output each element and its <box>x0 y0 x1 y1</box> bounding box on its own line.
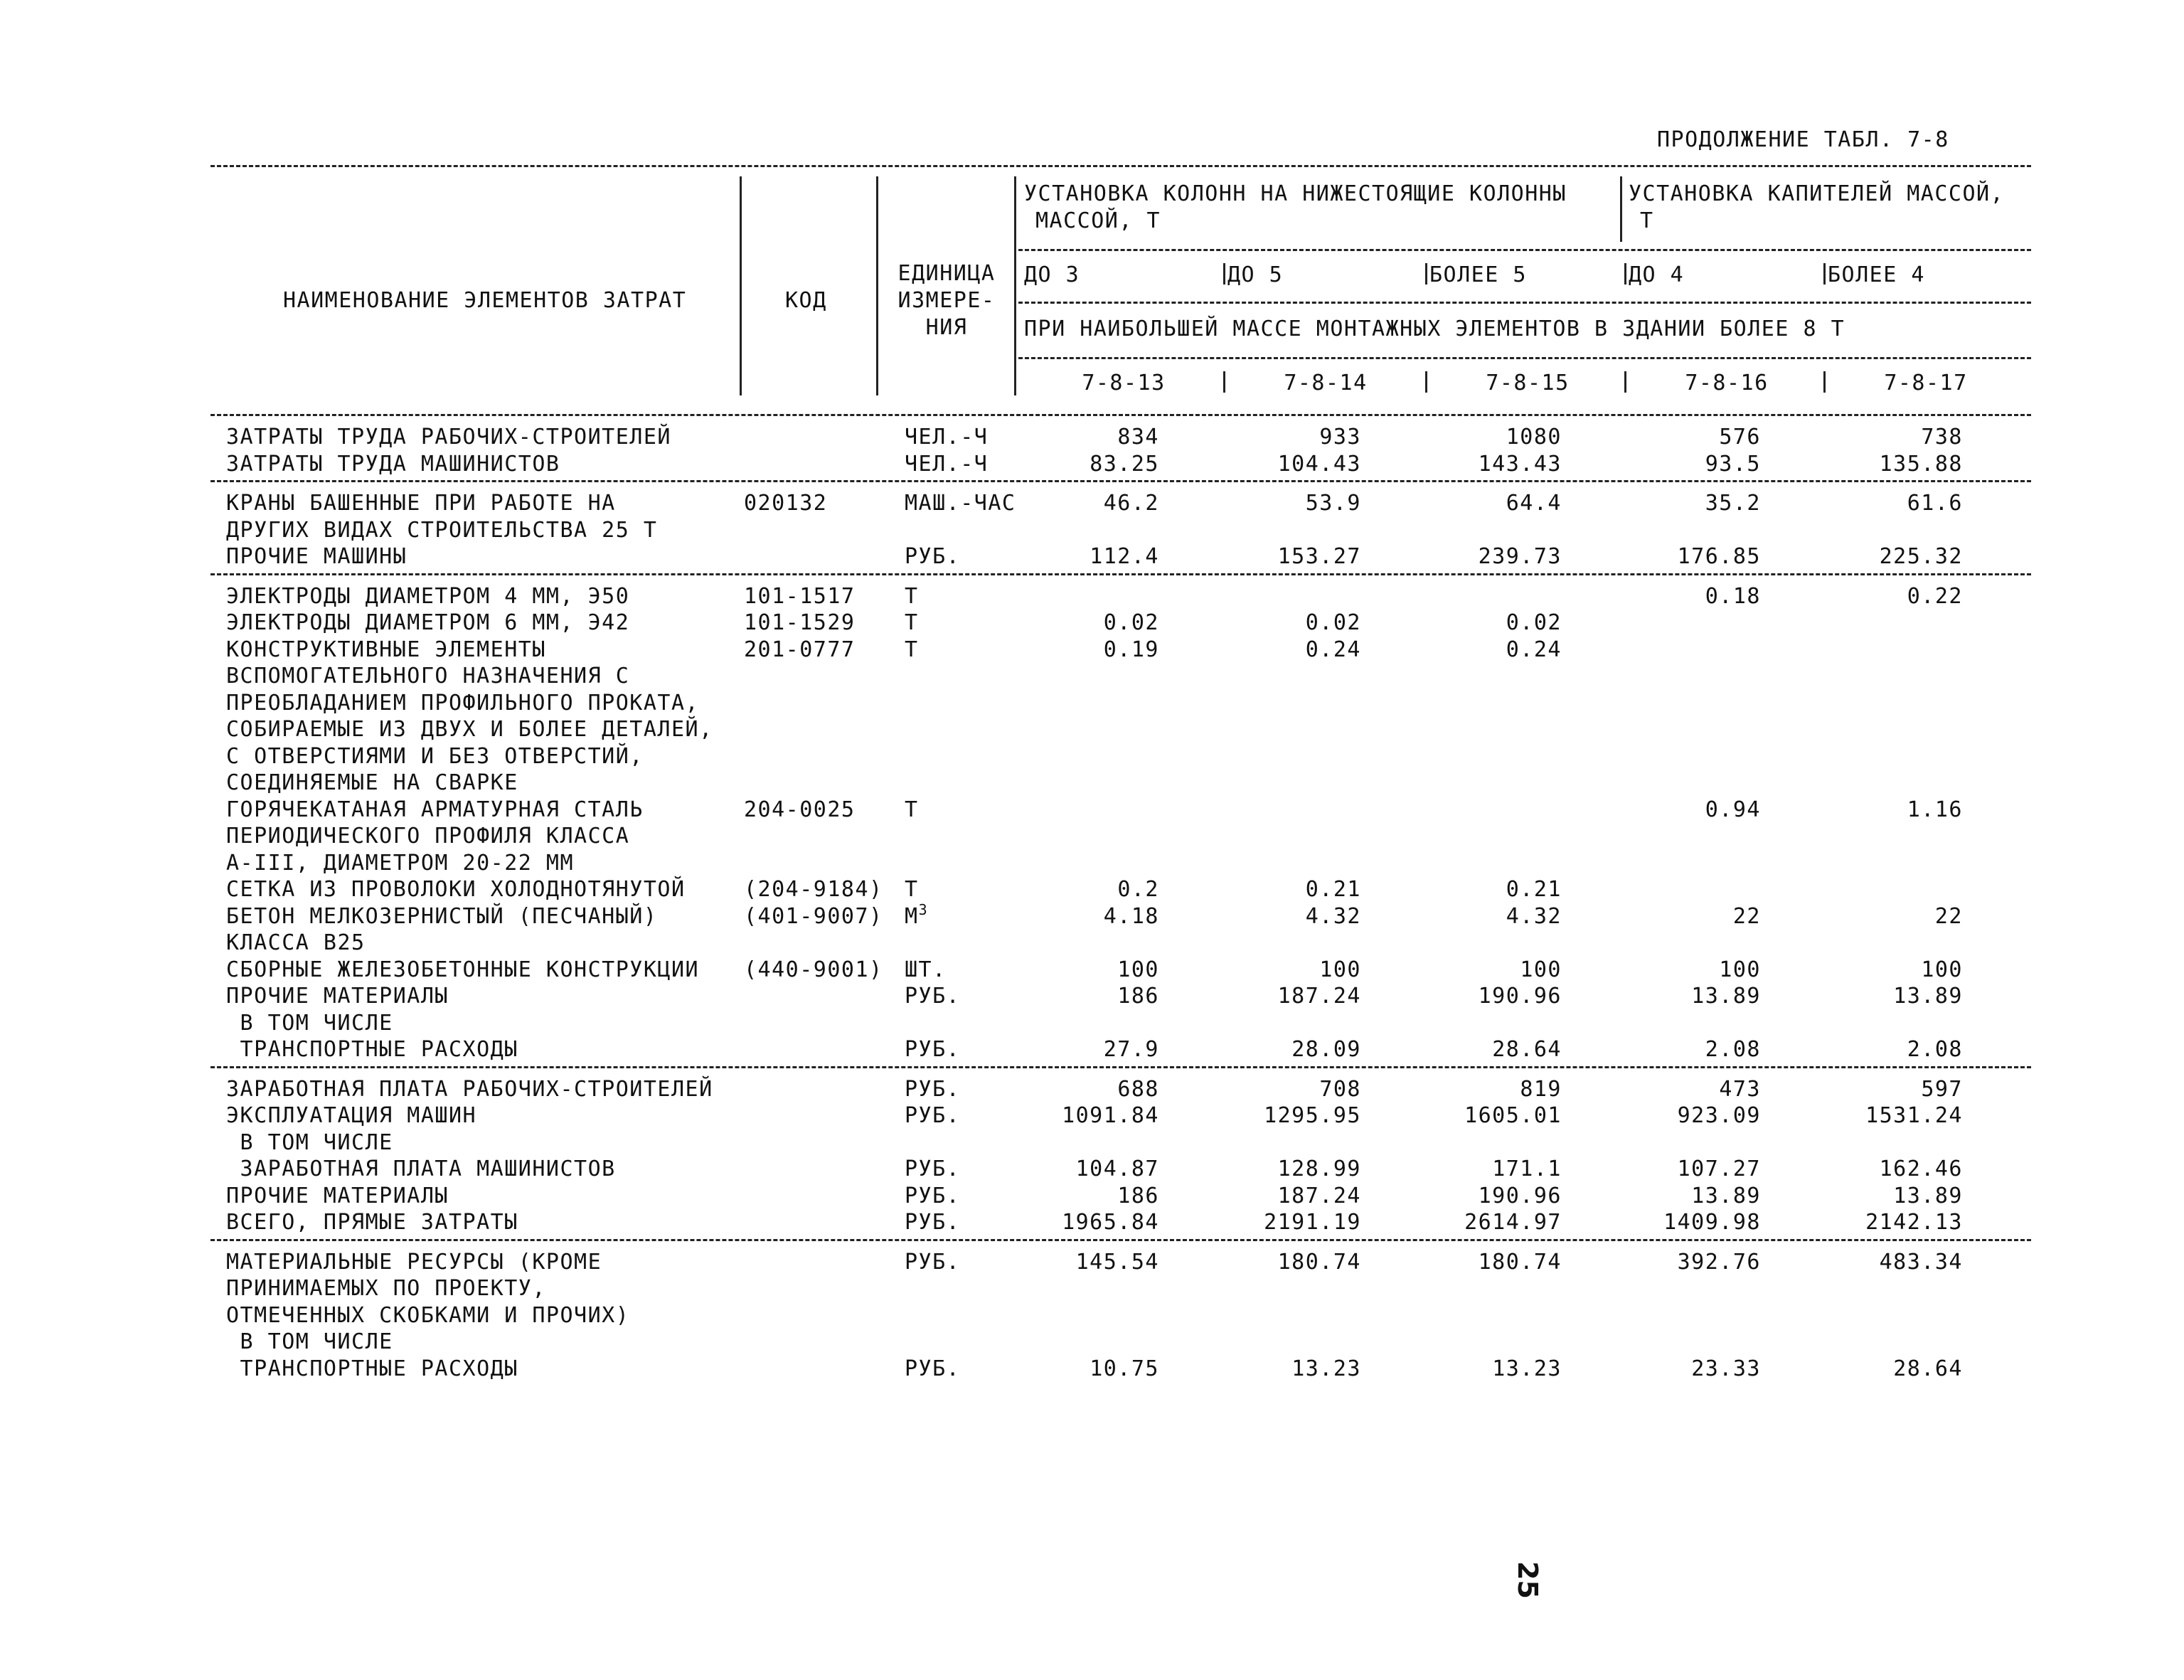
section-rule <box>211 414 2031 416</box>
row-name: ГОРЯЧЕКАТАНАЯ АРМАТУРНАЯ СТАЛЬ <box>226 797 644 822</box>
row-value-1: 100 <box>1117 957 1159 982</box>
row-value-3: 171.1 <box>1492 1157 1562 1181</box>
row-value-4: 1409.98 <box>1663 1210 1761 1235</box>
row-name: ПЕРИОДИЧЕСКОГО ПРОФИЛЯ КЛАССА <box>226 824 630 849</box>
row-value-3: 100 <box>1520 957 1562 982</box>
header-code-3: 7-8-15 <box>1486 371 1570 395</box>
row-value-3: 0.02 <box>1506 610 1562 635</box>
row-value-1: 46.2 <box>1103 491 1159 516</box>
row-value-5: 2.08 <box>1907 1037 1963 1062</box>
row-value-1: 145.54 <box>1075 1249 1159 1275</box>
row-value-5: 1.16 <box>1907 797 1963 822</box>
section-rule <box>211 1066 2031 1068</box>
row-value-4: 107.27 <box>1677 1157 1761 1181</box>
row-value-5: 61.6 <box>1907 491 1963 516</box>
row-value-3: 180.74 <box>1478 1249 1562 1275</box>
row-name: ДРУГИХ ВИДАХ СТРОИТЕЛЬСТВА 25 Т <box>226 517 658 543</box>
row-value-1: 688 <box>1117 1076 1159 1102</box>
row-name: ПРЕОБЛАДАНИЕМ ПРОФИЛЬНОГО ПРОКАТА, <box>226 690 700 716</box>
row-unit: ЧЕЛ.-Ч <box>905 425 989 450</box>
row-name: В ТОМ ЧИСЛЕ <box>226 1329 393 1354</box>
row-unit: $М^3$ <box>905 900 929 929</box>
row-value-1: 4.18 <box>1103 903 1159 929</box>
row-unit: Т <box>905 877 919 902</box>
row-code: (204-9184) <box>744 877 883 902</box>
row-name: В ТОМ ЧИСЛЕ <box>226 1010 393 1036</box>
row-value-5: 22 <box>1934 903 1963 929</box>
row-name: ПРИНИМАЕМЫХ ПО ПРОЕКТУ, <box>226 1276 546 1301</box>
table-continuation-title: ПРОДОЛЖЕНИЕ ТАБЛ. 7-8 <box>1657 127 1949 152</box>
header-code-column: КОД <box>785 288 827 313</box>
row-value-2: 128.99 <box>1277 1157 1361 1181</box>
row-name: ЗАРАБОТНАЯ ПЛАТА РАБОЧИХ-СТРОИТЕЛЕЙ <box>226 1076 713 1102</box>
header-rule-3 <box>1018 357 2031 359</box>
header-sub-divider-3 <box>1624 263 1626 285</box>
row-name: ЭЛЕКТРОДЫ ДИАМЕТРОМ 6 ММ, Э42 <box>226 610 630 635</box>
row-value-2: 933 <box>1319 425 1361 450</box>
row-value-2: 13.23 <box>1291 1356 1361 1381</box>
row-value-2: 2191.19 <box>1264 1210 1361 1235</box>
row-name: БЕТОН МЕЛКОЗЕРНИСТЫЙ (ПЕСЧАНЫЙ) <box>226 903 658 929</box>
row-name: С ОТВЕРСТИЯМИ И БЕЗ ОТВЕРСТИЙ, <box>226 743 644 769</box>
row-value-2: 100 <box>1319 957 1361 982</box>
row-unit: РУБ. <box>905 1183 961 1208</box>
row-value-4: 100 <box>1719 957 1761 982</box>
row-value-1: 10.75 <box>1090 1356 1159 1381</box>
row-value-1: 83.25 <box>1090 451 1159 477</box>
header-unit-line-3: НИЯ <box>925 315 968 340</box>
row-unit: РУБ. <box>905 1037 961 1062</box>
header-unit-line-1: ЕДИНИЦА <box>897 261 996 286</box>
row-value-3: 1080 <box>1506 425 1562 450</box>
row-name: А-III, ДИАМЕТРОМ 20-22 ММ <box>226 850 575 876</box>
row-name: ПРОЧИЕ МАШИНЫ <box>226 544 407 569</box>
row-value-1: 27.9 <box>1103 1037 1159 1062</box>
row-unit: РУБ. <box>905 1356 961 1381</box>
row-value-3: 0.24 <box>1506 637 1562 662</box>
row-value-3: 4.32 <box>1506 903 1562 929</box>
row-value-2: 28.09 <box>1291 1037 1361 1062</box>
row-value-5: 1531.24 <box>1865 1103 1963 1128</box>
header-divider-group <box>1620 176 1622 242</box>
row-value-4: 392.76 <box>1677 1249 1761 1275</box>
row-value-2: 1295.95 <box>1264 1103 1361 1128</box>
header-rule-2 <box>1018 302 2031 304</box>
row-name: В ТОМ ЧИСЛЕ <box>226 1129 393 1155</box>
row-name: СБОРНЫЕ ЖЕЛЕЗОБЕТОННЫЕ КОНСТРУКЦИИ <box>226 957 700 982</box>
header-group1-line-1: УСТАНОВКА КОЛОНН НА НИЖЕСТОЯЩИЕ КОЛОННЫ <box>1024 181 1567 206</box>
row-value-4: 35.2 <box>1705 491 1761 516</box>
row-value-4: 176.85 <box>1677 544 1761 569</box>
header-code-divider-1 <box>1223 371 1225 393</box>
row-value-2: 53.9 <box>1305 491 1361 516</box>
row-unit: ЧЕЛ.-Ч <box>905 451 989 477</box>
row-value-3: 64.4 <box>1506 491 1562 516</box>
header-sub-3: БОЛЕЕ 5 <box>1429 262 1527 287</box>
row-name: ОТМЕЧЕННЫХ СКОБКАМИ И ПРОЧИХ) <box>226 1302 630 1328</box>
row-name: ТРАНСПОРТНЫЕ РАСХОДЫ <box>226 1356 518 1381</box>
row-value-3: 239.73 <box>1478 544 1562 569</box>
header-code-divider-2 <box>1425 371 1427 393</box>
section-rule <box>211 480 2031 482</box>
row-value-4: 0.94 <box>1705 797 1761 822</box>
row-name: КЛАССА В25 <box>226 930 366 955</box>
row-value-1: 186 <box>1117 1183 1159 1208</box>
header-divider-unit <box>1014 176 1016 395</box>
row-code: 020132 <box>744 491 828 516</box>
row-value-5: 28.64 <box>1893 1356 1963 1381</box>
header-sub-divider-4 <box>1823 263 1826 285</box>
row-unit: РУБ. <box>905 544 961 569</box>
header-sub-divider-2 <box>1425 263 1427 285</box>
row-unit: ШТ. <box>905 957 947 982</box>
row-value-2: 104.43 <box>1277 451 1361 477</box>
row-value-5: 2142.13 <box>1865 1210 1963 1235</box>
header-unit-line-2: ИЗМЕРЕ- <box>897 288 996 313</box>
row-name: ПРОЧИЕ МАТЕРИАЛЫ <box>226 984 449 1009</box>
row-unit: РУБ. <box>905 1210 961 1235</box>
row-unit: Т <box>905 637 919 662</box>
row-value-1: 0.19 <box>1103 637 1159 662</box>
row-value-5: 135.88 <box>1879 451 1963 477</box>
row-value-1: 1091.84 <box>1062 1103 1159 1128</box>
header-sub-4: ДО 4 <box>1629 262 1685 287</box>
header-code-1: 7-8-13 <box>1082 371 1166 395</box>
header-top-rule <box>211 165 2031 167</box>
header-name-column: НАИМЕНОВАНИЕ ЭЛЕМЕНТОВ ЗАТРАТ <box>283 288 687 313</box>
row-value-2: 0.02 <box>1305 610 1361 635</box>
header-code-4: 7-8-16 <box>1685 371 1769 395</box>
row-value-2: 708 <box>1319 1076 1361 1102</box>
page-number: 25 <box>1512 1561 1543 1599</box>
header-code-5: 7-8-17 <box>1884 371 1968 395</box>
row-name: ТРАНСПОРТНЫЕ РАСХОДЫ <box>226 1037 518 1062</box>
row-value-1: 1965.84 <box>1062 1210 1159 1235</box>
row-unit: РУБ. <box>905 984 961 1009</box>
row-name: КОНСТРУКТИВНЫЕ ЭЛЕМЕНТЫ <box>226 637 546 662</box>
row-unit: РУБ. <box>905 1076 961 1102</box>
row-value-1: 834 <box>1117 425 1159 450</box>
row-value-2: 4.32 <box>1305 903 1361 929</box>
row-value-1: 0.2 <box>1117 877 1159 902</box>
row-value-5: 225.32 <box>1879 544 1963 569</box>
header-divider-name <box>740 176 742 395</box>
row-value-2: 0.24 <box>1305 637 1361 662</box>
row-value-2: 187.24 <box>1277 1183 1361 1208</box>
row-value-1: 104.87 <box>1075 1157 1159 1181</box>
header-sub-2: ДО 5 <box>1227 262 1284 287</box>
row-value-4: 923.09 <box>1677 1103 1761 1128</box>
row-name: СЕТКА ИЗ ПРОВОЛОКИ ХОЛОДНОТЯНУТОЙ <box>226 877 686 902</box>
header-rule-1 <box>1018 249 2031 251</box>
row-value-3: 1605.01 <box>1464 1103 1562 1128</box>
row-name: ЭЛЕКТРОДЫ ДИАМЕТРОМ 4 ММ, Э50 <box>226 583 630 609</box>
row-code: 101-1529 <box>744 610 856 635</box>
row-value-2: 0.21 <box>1305 877 1361 902</box>
row-value-5: 162.46 <box>1879 1157 1963 1181</box>
row-unit: РУБ. <box>905 1157 961 1181</box>
row-unit: Т <box>905 797 919 822</box>
row-value-3: 2614.97 <box>1464 1210 1562 1235</box>
header-code-2: 7-8-14 <box>1284 371 1368 395</box>
section-rule <box>211 573 2031 575</box>
row-unit: МАШ.-ЧАС <box>905 491 1016 516</box>
row-name: ЭКСПЛУАТАЦИЯ МАШИН <box>226 1103 477 1128</box>
header-group1-line-2: МАССОЙ, Т <box>1035 208 1161 233</box>
row-value-5: 483.34 <box>1879 1249 1963 1275</box>
row-value-4: 13.89 <box>1691 1183 1761 1208</box>
row-value-3: 13.23 <box>1492 1356 1562 1381</box>
header-note: ПРИ НАИБОЛЬШЕЙ МАССЕ МОНТАЖНЫХ ЭЛЕМЕНТОВ В ЗДАНИИ БОЛЕЕ 8 Т <box>1024 317 1845 341</box>
header-code-divider-4 <box>1823 371 1826 393</box>
row-value-2: 187.24 <box>1277 984 1361 1009</box>
row-value-3: 190.96 <box>1478 1183 1562 1208</box>
row-code: 204-0025 <box>744 797 856 822</box>
row-value-4: 93.5 <box>1705 451 1761 477</box>
header-divider-code <box>876 176 878 395</box>
row-name: МАТЕРИАЛЬНЫЕ РЕСУРСЫ (КРОМЕ <box>226 1249 602 1275</box>
row-value-4: 576 <box>1719 425 1761 450</box>
header-code-divider-3 <box>1624 371 1626 393</box>
row-name: ПРОЧИЕ МАТЕРИАЛЫ <box>226 1183 449 1208</box>
row-value-4: 13.89 <box>1691 984 1761 1009</box>
row-unit: Т <box>905 583 919 609</box>
row-value-4: 2.08 <box>1705 1037 1761 1062</box>
row-name: ВСПОМОГАТЕЛЬНОГО НАЗНАЧЕНИЯ С <box>226 664 630 689</box>
row-value-1: 0.02 <box>1103 610 1159 635</box>
row-value-5: 13.89 <box>1893 1183 1963 1208</box>
row-value-2: 153.27 <box>1277 544 1361 569</box>
row-value-2: 180.74 <box>1277 1249 1361 1275</box>
section-rule <box>211 1239 2031 1241</box>
row-value-5: 597 <box>1921 1076 1963 1102</box>
row-code: 101-1517 <box>744 583 856 609</box>
row-name: СОЕДИНЯЕМЫЕ НА СВАРКЕ <box>226 770 518 795</box>
row-value-3: 819 <box>1520 1076 1562 1102</box>
row-unit: РУБ. <box>905 1249 961 1275</box>
row-name: СОБИРАЕМЫЕ ИЗ ДВУХ И БОЛЕЕ ДЕТАЛЕЙ, <box>226 717 713 742</box>
row-name: ЗАТРАТЫ ТРУДА РАБОЧИХ-СТРОИТЕЛЕЙ <box>226 425 671 450</box>
row-name: ЗАРАБОТНАЯ ПЛАТА МАШИНИСТОВ <box>226 1157 616 1181</box>
row-value-1: 186 <box>1117 984 1159 1009</box>
row-value-4: 473 <box>1719 1076 1761 1102</box>
row-value-5: 100 <box>1921 957 1963 982</box>
row-unit-superscript: 3 <box>918 900 929 918</box>
row-name: ВСЕГО, ПРЯМЫЕ ЗАТРАТЫ <box>226 1210 518 1235</box>
row-value-3: 0.21 <box>1506 877 1562 902</box>
row-code: (440-9001) <box>744 957 883 982</box>
header-sub-divider-1 <box>1223 263 1225 285</box>
row-unit: Т <box>905 610 919 635</box>
header-sub-5: БОЛЕЕ 4 <box>1828 262 1925 287</box>
row-value-3: 190.96 <box>1478 984 1562 1009</box>
header-group2-line-1: УСТАНОВКА КАПИТЕЛЕЙ МАССОЙ, <box>1629 181 2005 206</box>
header-group2-line-2: Т <box>1640 208 1654 233</box>
row-value-5: 738 <box>1921 425 1963 450</box>
row-code: (401-9007) <box>744 903 883 929</box>
row-name: ЗАТРАТЫ ТРУДА МАШИНИСТОВ <box>226 451 560 477</box>
row-value-4: 23.33 <box>1691 1356 1761 1381</box>
row-value-3: 143.43 <box>1478 451 1562 477</box>
row-value-5: 13.89 <box>1893 984 1963 1009</box>
row-value-5: 0.22 <box>1907 583 1963 609</box>
row-unit: РУБ. <box>905 1103 961 1128</box>
row-value-1: 112.4 <box>1090 544 1159 569</box>
row-value-3: 28.64 <box>1492 1037 1562 1062</box>
row-name: КРАНЫ БАШЕННЫЕ ПРИ РАБОТЕ НА <box>226 491 616 516</box>
row-code: 201-0777 <box>744 637 856 662</box>
row-value-4: 0.18 <box>1705 583 1761 609</box>
header-sub-1: ДО 3 <box>1024 262 1080 287</box>
row-value-4: 22 <box>1732 903 1761 929</box>
